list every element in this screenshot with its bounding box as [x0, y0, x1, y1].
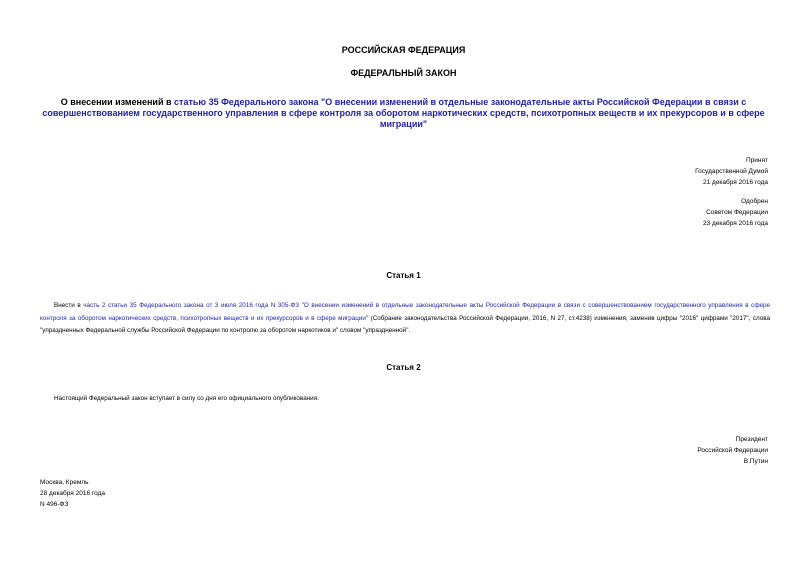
adopted-label: Принят — [745, 157, 768, 164]
doc-type-heading: ФЕДЕРАЛЬНЫЙ ЗАКОН — [350, 68, 457, 78]
law-title-prefix: О внесении изменений в — [60, 97, 175, 107]
law-title-link[interactable]: статью 35 Федерального закона "О внесении изменений в отдельные законодательные акты Российской Федерации в связи с совершенствованием государственного управления в сфере контроля за оборотом наркотических средств, психотропных веществ и их прекурсоров и в сфере миграции" — [42, 97, 765, 129]
signer-name: В.Путин — [743, 458, 768, 465]
signer-block — [697, 434, 768, 467]
article-1-heading: Статья 1 — [386, 271, 421, 280]
approved-body: Советом Федерации — [706, 209, 768, 216]
article-1-text — [40, 300, 770, 338]
country-heading: РОССИЙСКАЯ ФЕДЕРАЦИЯ — [341, 45, 466, 55]
law-title — [40, 97, 767, 130]
adopted-date: 21 декабря 2016 года — [702, 179, 768, 186]
signer-title: Президент — [735, 436, 768, 443]
approved-block — [703, 196, 768, 229]
article-2-heading: Статья 2 — [386, 363, 421, 372]
article-1-text-after: (Собрание законодательства Российской Федерации, 2016, N 27, ст.4238) изменения, заменив цифры "2016" цифрами "2017", слова "упраздненных Федеральной службы Российской Федерации по контролю за оборотом наркотиков и" словом "упраздненной". — [40, 314, 770, 334]
place-location: Москва, Кремль — [40, 479, 89, 486]
signer-country: Российской Федерации — [697, 447, 768, 454]
adopted-body: Государственной Думой — [695, 168, 768, 175]
place-block — [40, 477, 105, 510]
place-date: 28 декабря 2016 года — [40, 490, 106, 497]
article-1-link[interactable]: часть 2 статьи 35 Федерального закона от 3 июля 2016 года N 305-ФЗ "О внесении изменений в отдельные законодательные акты Российской Федерации в связи с совершенствованием государственного управления в сфере контроля за оборотом наркотических средств, психотропных веществ и их прекурсоров и в сфере миграции" — [40, 302, 771, 322]
law-number: N 496-ФЗ — [40, 501, 69, 508]
approved-label: Одобрен — [741, 198, 768, 205]
adopted-block — [695, 155, 768, 188]
approved-date: 23 декабря 2016 года — [702, 220, 768, 227]
article-2-text: Настоящий Федеральный закон вступает в силу со дня его официального опубликования. — [54, 395, 319, 402]
article-1-text-before: Внести в — [54, 302, 84, 309]
